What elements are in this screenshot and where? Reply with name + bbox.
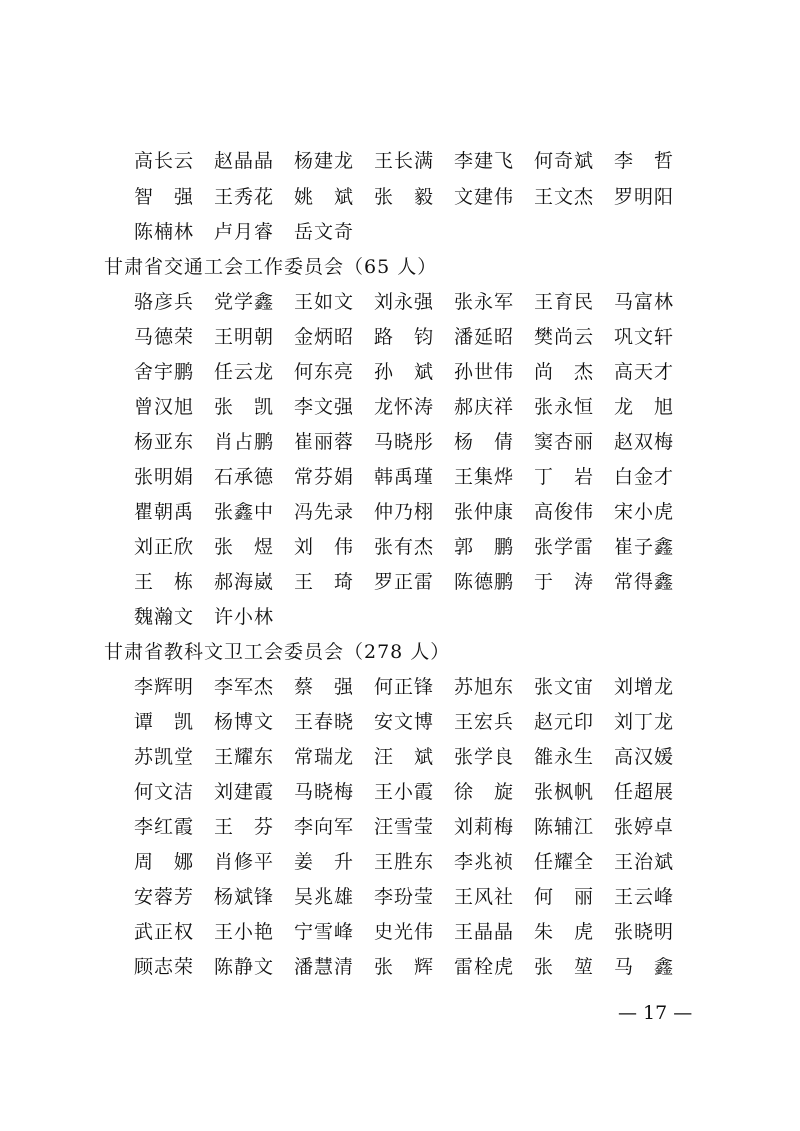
name-row (134, 357, 694, 387)
person-name: 罗明阳 (614, 186, 675, 208)
person-name: 苏凯堂 (134, 746, 195, 768)
person-name: 李兆祯 (454, 851, 515, 873)
person-name: 仲乃栩 (374, 501, 435, 523)
person-name: 何文洁 (134, 781, 195, 803)
name-row (134, 287, 694, 317)
person-name: 巩文轩 (614, 326, 675, 348)
page-number: — 17 — (618, 1002, 693, 1024)
person-name: 冯先录 (294, 501, 355, 523)
person-name: 智 强 (134, 186, 195, 208)
person-name: 白金才 (614, 466, 675, 488)
person-name: 史光伟 (374, 921, 435, 943)
person-name: 张 凯 (214, 396, 275, 418)
person-name: 马德荣 (134, 326, 195, 348)
person-name: 龙怀涛 (374, 396, 435, 418)
person-name: 卢月睿 (214, 221, 275, 243)
person-name: 路 钧 (374, 326, 435, 348)
person-name: 刘丁龙 (614, 711, 675, 733)
person-name: 张明娟 (134, 466, 195, 488)
person-name: 常芬娟 (294, 466, 355, 488)
person-name: 何奇斌 (534, 150, 595, 172)
person-name: 郝海崴 (214, 571, 275, 593)
name-row (134, 707, 694, 737)
person-name: 刘 伟 (294, 536, 355, 558)
person-name: 安文博 (374, 711, 435, 733)
person-name: 赵双梅 (614, 431, 675, 453)
person-name: 张文宙 (534, 676, 595, 698)
person-name: 崔丽蓉 (294, 431, 355, 453)
person-name: 王 栋 (134, 571, 195, 593)
person-name: 雷栓虎 (454, 956, 515, 978)
person-name: 石承德 (214, 466, 275, 488)
name-row (134, 917, 694, 947)
person-name: 常瑞龙 (294, 746, 355, 768)
person-name: 何 丽 (534, 886, 595, 908)
person-name: 党学鑫 (214, 291, 275, 313)
name-row (134, 427, 694, 457)
person-name: 王耀东 (214, 746, 275, 768)
person-name: 王春晓 (294, 711, 355, 733)
name-row (134, 882, 694, 912)
person-name: 任耀全 (534, 851, 595, 873)
person-name: 罗正雷 (374, 571, 435, 593)
person-name: 郭 鹏 (454, 536, 515, 558)
person-name: 孙 斌 (374, 361, 435, 383)
person-name: 王小艳 (214, 921, 275, 943)
person-name: 张学雷 (534, 536, 595, 558)
person-name: 李向军 (294, 816, 355, 838)
person-name: 高汉媛 (614, 746, 675, 768)
person-name: 岳文奇 (294, 221, 355, 243)
name-row (134, 322, 694, 352)
person-name: 马晓梅 (294, 781, 355, 803)
person-name: 杨建龙 (294, 150, 355, 172)
person-name: 骆彦兵 (134, 291, 195, 313)
person-name: 李红霞 (134, 816, 195, 838)
person-name: 朱 虎 (534, 921, 595, 943)
person-name: 杨 倩 (454, 431, 515, 453)
name-row (134, 182, 694, 212)
person-name: 马富林 (614, 291, 675, 313)
person-name: 王集烨 (454, 466, 515, 488)
person-name: 张晓明 (614, 921, 675, 943)
person-name: 张 辉 (374, 956, 435, 978)
person-name: 顾志荣 (134, 956, 195, 978)
name-row (134, 602, 694, 632)
person-name: 吴兆雄 (294, 886, 355, 908)
person-name: 何东亮 (294, 361, 355, 383)
person-name: 雒永生 (534, 746, 595, 768)
person-name: 张 煜 (214, 536, 275, 558)
person-name: 王 琦 (294, 571, 355, 593)
person-name: 陈楠林 (134, 221, 195, 243)
person-name: 高长云 (134, 150, 195, 172)
person-name: 徐 旋 (454, 781, 515, 803)
person-name: 刘增龙 (614, 676, 675, 698)
name-row (134, 462, 694, 492)
person-name: 张枫帆 (534, 781, 595, 803)
person-name: 王明朝 (214, 326, 275, 348)
name-row (134, 217, 694, 247)
person-name: 蔡 强 (294, 676, 355, 698)
person-name: 文建伟 (454, 186, 515, 208)
person-name: 苏旭东 (454, 676, 515, 698)
person-name: 任超展 (614, 781, 675, 803)
person-name: 李军杰 (214, 676, 275, 698)
person-name: 龙 旭 (614, 396, 675, 418)
person-name: 姚 斌 (294, 186, 355, 208)
person-name: 姜 升 (294, 851, 355, 873)
person-name: 杨亚东 (134, 431, 195, 453)
name-row (134, 392, 694, 422)
person-name: 汪 斌 (374, 746, 435, 768)
person-name: 常得鑫 (614, 571, 675, 593)
name-row (134, 952, 694, 982)
person-name: 陈静文 (214, 956, 275, 978)
person-name: 王小霞 (374, 781, 435, 803)
person-name: 王云峰 (614, 886, 675, 908)
person-name: 张永恒 (534, 396, 595, 418)
name-row (134, 777, 694, 807)
person-name: 王文杰 (534, 186, 595, 208)
person-name: 潘慧清 (294, 956, 355, 978)
person-name: 李辉明 (134, 676, 195, 698)
person-name: 李文强 (294, 396, 355, 418)
person-name: 赵晶晶 (214, 150, 275, 172)
person-name: 郝庆祥 (454, 396, 515, 418)
person-name: 陈德鹏 (454, 571, 515, 593)
person-name: 魏瀚文 (134, 606, 195, 628)
person-name: 张仲康 (454, 501, 515, 523)
person-name: 周 娜 (134, 851, 195, 873)
person-name: 肖占鹏 (214, 431, 275, 453)
person-name: 许小林 (214, 606, 275, 628)
person-name: 王晶晶 (454, 921, 515, 943)
person-name: 李建飞 (454, 150, 515, 172)
person-name: 何正锋 (374, 676, 435, 698)
person-name: 杨斌锋 (214, 886, 275, 908)
person-name: 刘建霞 (214, 781, 275, 803)
person-name: 宋小虎 (614, 501, 675, 523)
person-name: 任云龙 (214, 361, 275, 383)
person-name: 王如文 (294, 291, 355, 313)
person-name: 高俊伟 (534, 501, 595, 523)
person-name: 王 芬 (214, 816, 275, 838)
name-row (134, 672, 694, 702)
person-name: 王治斌 (614, 851, 675, 873)
person-name: 丁 岩 (534, 466, 595, 488)
person-name: 韩禹瑾 (374, 466, 435, 488)
person-name: 曾汉旭 (134, 396, 195, 418)
person-name: 谭 凯 (134, 711, 195, 733)
person-name: 王风社 (454, 886, 515, 908)
name-row (134, 847, 694, 877)
person-name: 刘正欣 (134, 536, 195, 558)
person-name: 王长满 (374, 150, 435, 172)
person-name: 金炳昭 (294, 326, 355, 348)
person-name: 高天才 (614, 361, 675, 383)
person-name: 尚 杰 (534, 361, 595, 383)
name-row (134, 812, 694, 842)
person-name: 张学良 (454, 746, 515, 768)
person-name: 王秀花 (214, 186, 275, 208)
person-name: 瞿朝禹 (134, 501, 195, 523)
person-name: 杨博文 (214, 711, 275, 733)
name-row (134, 146, 694, 176)
person-name: 刘莉梅 (454, 816, 515, 838)
person-name: 张鑫中 (214, 501, 275, 523)
name-row (134, 567, 694, 597)
person-name: 孙世伟 (454, 361, 515, 383)
person-name: 于 涛 (534, 571, 595, 593)
person-name: 马晓彤 (374, 431, 435, 453)
person-name: 王胜东 (374, 851, 435, 873)
person-name: 宁雪峰 (294, 921, 355, 943)
person-name: 樊尚云 (534, 326, 595, 348)
person-name: 陈辅江 (534, 816, 595, 838)
name-row (134, 742, 694, 772)
name-row (134, 532, 694, 562)
person-name: 张 毅 (374, 186, 435, 208)
name-row (134, 497, 694, 527)
person-name: 张有杰 (374, 536, 435, 558)
person-name: 张 堃 (534, 956, 595, 978)
person-name: 李 哲 (614, 150, 675, 172)
person-name: 李玢莹 (374, 886, 435, 908)
person-name: 汪雪莹 (374, 816, 435, 838)
person-name: 王育民 (534, 291, 595, 313)
person-name: 舍宇鹏 (134, 361, 195, 383)
person-name: 赵元印 (534, 711, 595, 733)
person-name: 安蓉芳 (134, 886, 195, 908)
person-name: 潘延昭 (454, 326, 515, 348)
person-name: 武正权 (134, 921, 195, 943)
person-name: 张婷卓 (614, 816, 675, 838)
person-name: 崔子鑫 (614, 536, 675, 558)
section-title-transport-union: 甘肃省交通工会工作委员会（65 人） (104, 256, 438, 278)
person-name: 王宏兵 (454, 711, 515, 733)
person-name: 窦杏丽 (534, 431, 595, 453)
section-title-education-science-union: 甘肃省教科文卫工会委员会（278 人） (104, 641, 451, 663)
person-name: 刘永强 (374, 291, 435, 313)
person-name: 马 鑫 (614, 956, 675, 978)
person-name: 张永军 (454, 291, 515, 313)
person-name: 肖修平 (214, 851, 275, 873)
